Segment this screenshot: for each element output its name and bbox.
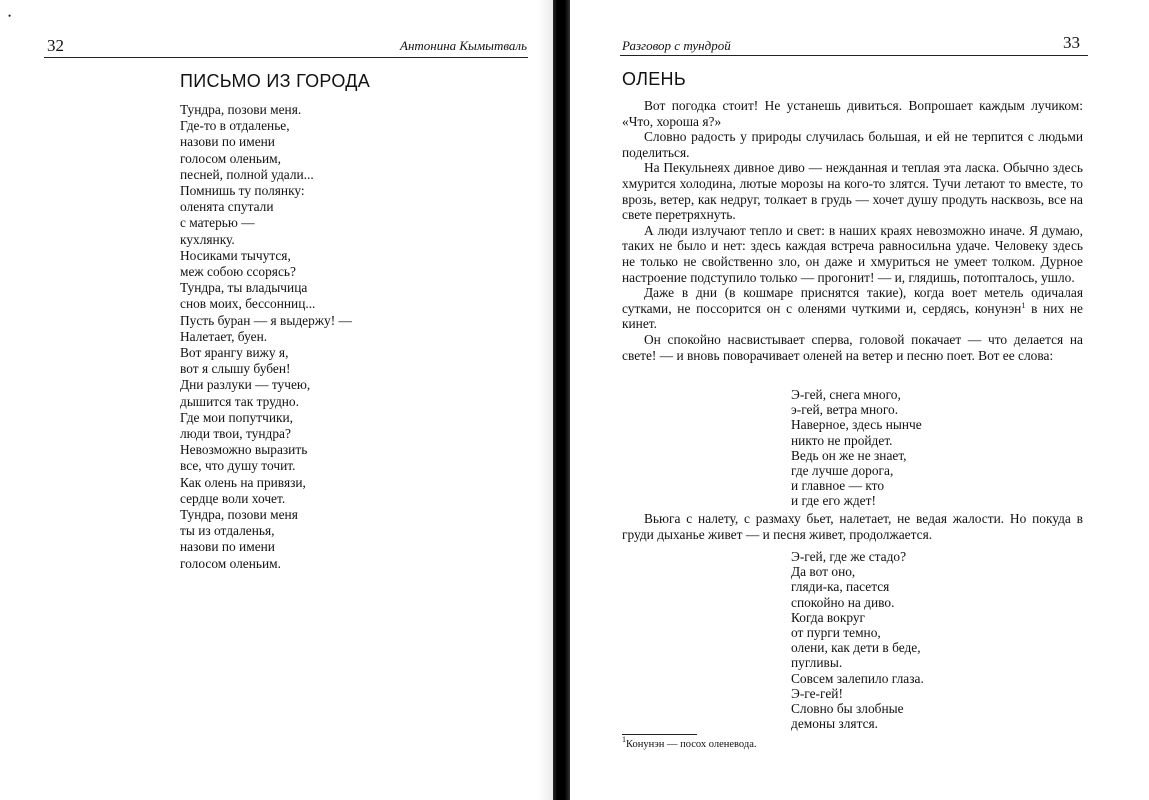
song-verse-2 (791, 549, 924, 731)
verse-line: олени, как дети в беде, (791, 640, 921, 656)
verse-line: Невозможно выразить (180, 442, 308, 458)
verse-line: ты из отдаленья, (180, 523, 275, 539)
left-header-rule (44, 57, 528, 58)
verse-line: никто не пройдет. (791, 432, 893, 448)
verse-line: сердце воли хочет. (180, 490, 286, 506)
verse-line: Совсем залепило глаза. (791, 670, 924, 686)
prose-block-1 (622, 98, 1083, 363)
verse-line: Тундра, позови меня (180, 507, 298, 523)
verse-line: и главное — кто (791, 478, 885, 494)
verse-line: вот я слышу бубен! (180, 361, 291, 377)
verse-line: Ведь он же не знает, (791, 447, 907, 463)
verse-line: Налетает, буен. (180, 328, 268, 344)
verse-line: Когда вокруг (791, 609, 866, 625)
verse-line: спокойно на диво. (791, 594, 895, 610)
left-poem (180, 102, 352, 572)
left-page-number: 32 (47, 36, 64, 55)
footnote-marker: 1 (1021, 300, 1026, 310)
prose-block-2 (622, 511, 1083, 542)
verse-line: Тундра, позови меня. (180, 102, 302, 117)
verse-line: снов моих, бессонниц... (180, 296, 316, 312)
paragraph-with-footnote (622, 285, 1083, 332)
footnote (622, 735, 757, 751)
verse-line: оленята спутали (180, 199, 274, 215)
verse-line: Э-гей, снега много, (791, 387, 901, 402)
verse-line: Где мои попутчики, (180, 409, 294, 425)
left-running-header: Антонина Кымытваль (400, 38, 527, 53)
verse-line: Дни разлуки — тучею, (180, 377, 311, 393)
verse-line: назови по имени (180, 134, 275, 150)
paragraph-text: Даже в дни (в кошмаре приснятся такие), когда воет метель одичалая сутками, не поссорится он с оленями чуткими и, сердясь, конунэн (622, 285, 1083, 316)
book-spine (553, 0, 570, 800)
verse-line: где лучше дорога, (791, 463, 894, 479)
verse-line: Помнишь ту полянку: (180, 183, 305, 199)
verse-line: Носиками тычутся, (180, 247, 291, 263)
verse-line: Наверное, здесь нынче (791, 417, 922, 433)
paragraph: Вьюга с налету, с размаху бьет, налетает, не ведая жалости. Но покуда в груди дыханье живет — и песня живет, продолжается. (622, 511, 1083, 542)
verse-line: от пурги темно, (791, 625, 881, 641)
footnote-number: 1 (622, 735, 626, 744)
verse-line: Как олень на привязи, (180, 474, 306, 490)
verse-line: э-гей, ветра много. (791, 402, 899, 418)
verse-line: кухлянку. (180, 231, 235, 247)
paragraph: Он спокойно насвистывает сперва, головой покачает — что делается на свете! — и вновь поворачивает оленей на ветер и песню поет. Вот ее слова: (622, 331, 1083, 363)
right-running-header: Разговор с тундрой (622, 38, 731, 53)
verse-line: меж собою ссорясь? (180, 264, 296, 280)
verse-line: люди твои, тундра? (180, 426, 291, 442)
verse-line: назови по имени (180, 539, 275, 555)
left-poem-title: ПИСЬМО ИЗ ГОРОДА (180, 71, 371, 91)
paragraph-text-cont: в них не кинет. (622, 300, 1084, 332)
paragraph: На Пекульнеях дивное диво — нежданная и теплая эта ласка. Обычно здесь хмурится холодина, лютые морозы на кого-то злятся. Тучи летают то вместе, то врозь, ветер, как недруг, толкает в грудь — хочет душу продуть насквозь, все на свете перетряхнуть. (622, 160, 1083, 223)
verse-line: Пусть буран — я выдержу! — (180, 312, 352, 328)
verse-line: пугливы. (791, 655, 843, 671)
verse-line: Э-ге-гей! (791, 685, 843, 701)
verse-line: голосом оленьим. (180, 555, 281, 571)
paragraph: А люди излучают тепло и свет: в наших краях невозможно иначе. Я думаю, таких не было и нет: здесь каждая встреча равносильна удаче. Человеку здесь не только не свойственно зло, он даже и хмуриться не умеет толком. Дурное настроение подступило только — прогонит! — и, глядишь, потопталось, ушло. (622, 222, 1083, 285)
footnote-rule (622, 734, 697, 735)
verse-line: голосом оленьим, (180, 150, 281, 166)
verse-line: и где его ждет! (791, 493, 876, 509)
verse-line: Да вот оно, (791, 564, 856, 580)
right-header-rule (620, 55, 1088, 56)
verse-line: песней, полной удали... (180, 166, 314, 182)
right-title: ОЛЕНЬ (622, 69, 686, 89)
spine-shadow (538, 0, 553, 800)
verse-line: Где-то в отдаленье, (180, 118, 290, 134)
verse-line: Э-гей, где же стадо? (791, 549, 907, 564)
verse-line: демоны злятся. (791, 716, 879, 732)
verse-line: дышится так трудно. (180, 393, 299, 409)
verse-line: Вот ярангу вижу я, (180, 345, 289, 361)
verse-line: Тундра, ты владычица (180, 280, 308, 296)
footnote-text: Конунэн — посох оленевода. (626, 739, 757, 750)
paragraph: Вот погодка стоит! Не устанешь дивиться. Вопрошает каждым лучиком: «Что, хороша я?» (622, 98, 1083, 129)
scan-speck: • (8, 11, 12, 21)
verse-line: все, что душу точит. (180, 458, 296, 474)
verse-line: с матерью — (180, 215, 255, 231)
song-verse-1 (791, 387, 922, 509)
paragraph: Словно радость у природы случилась большая, и ей не терпится с людьми поделиться. (622, 129, 1083, 160)
right-page-number: 33 (1063, 33, 1080, 52)
verse-line: Словно бы злобные (791, 701, 904, 717)
verse-line: гляди-ка, пасется (791, 579, 890, 595)
